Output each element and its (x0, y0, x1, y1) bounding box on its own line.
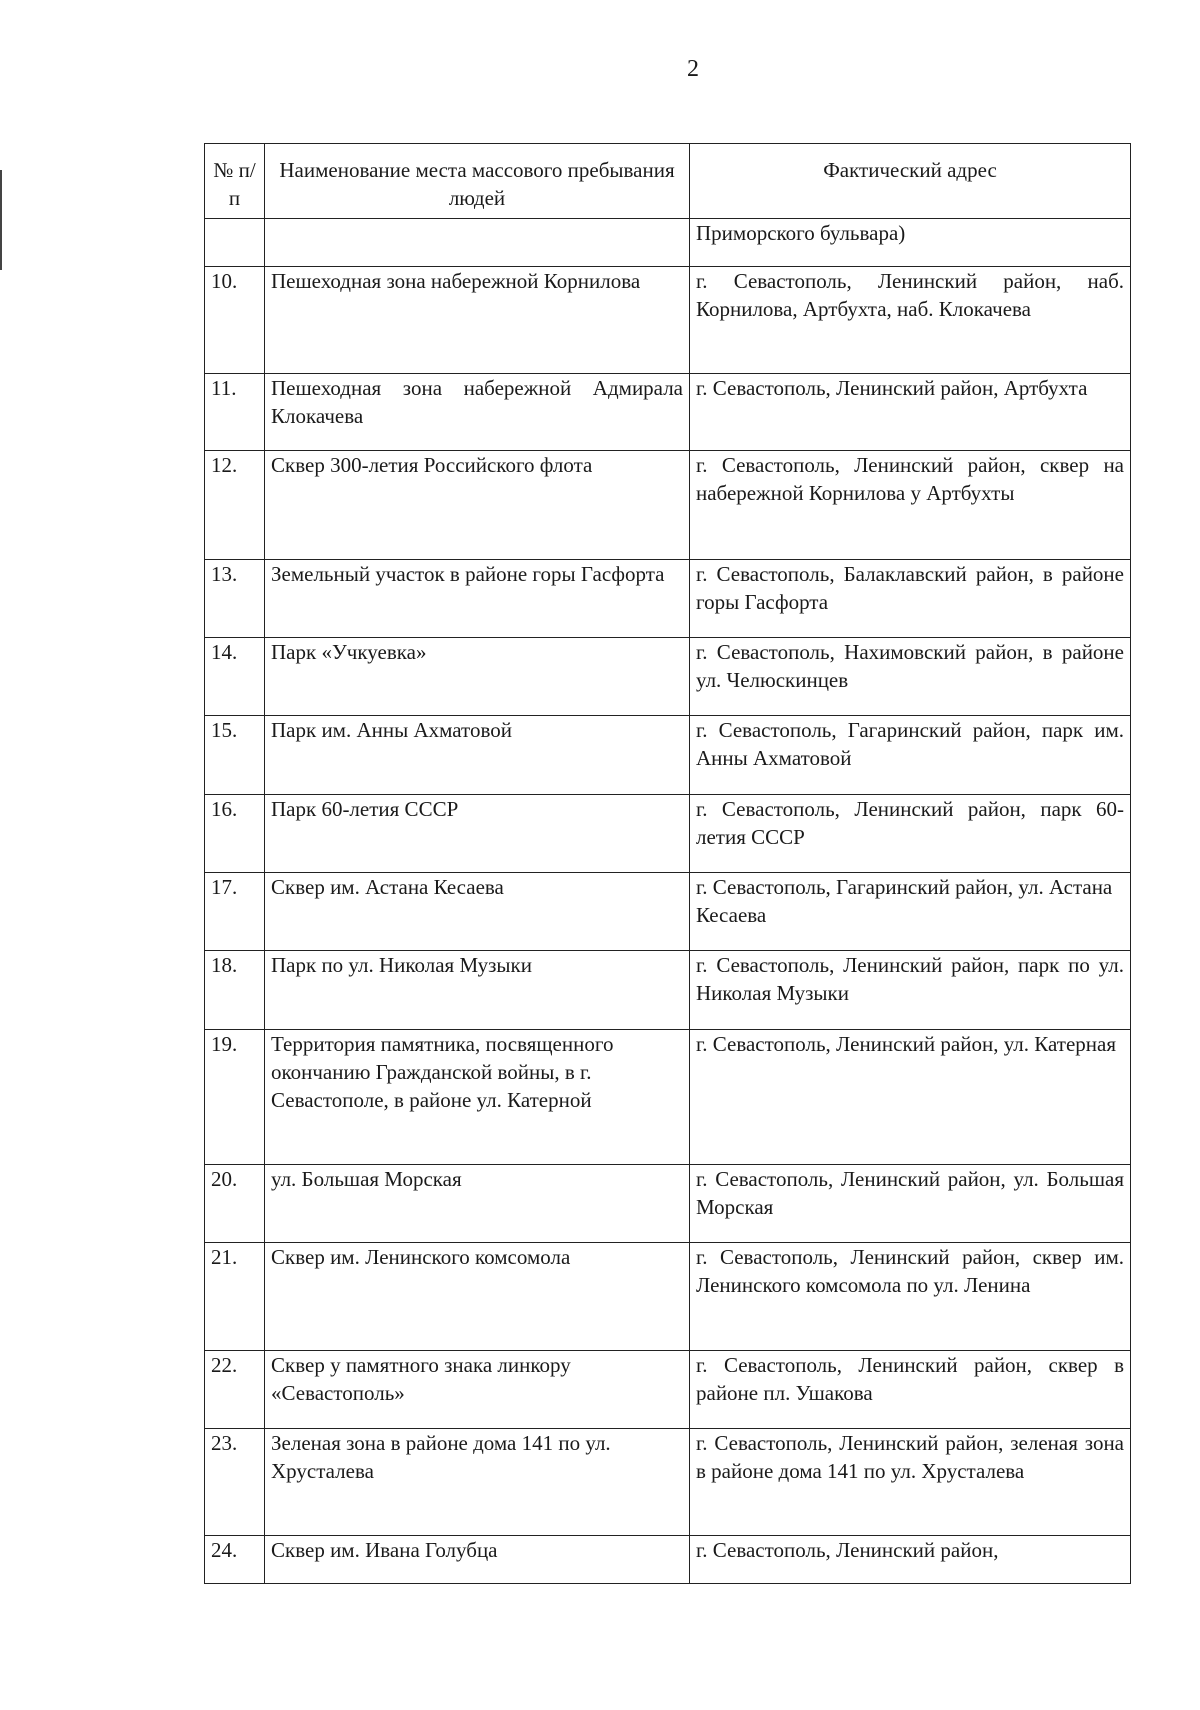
scan-edge-mark (0, 170, 2, 270)
row-name: Парк по ул. Николая Музыки (265, 951, 690, 1030)
row-address: г. Севастополь, Ленинский район, сквер на набережной Корнилова у Артбухты (690, 451, 1131, 560)
table-row (205, 1030, 1131, 1165)
table-row (205, 951, 1131, 1030)
row-name: Территория памятника, посвященного окончанию Гражданской войны, в г. Севастополе, в районе ул. Катерной (265, 1030, 690, 1165)
row-address: г. Севастополь, Гагаринский район, парк им. Анны Ахматовой (690, 716, 1131, 795)
row-name: Сквер им. Астана Кесаева (265, 873, 690, 951)
row-name (265, 219, 690, 267)
row-num: 21. (205, 1243, 265, 1351)
header-name: Наименование места массового пребывания людей (265, 144, 690, 219)
row-num: 15. (205, 716, 265, 795)
row-num: 11. (205, 374, 265, 451)
table-row (205, 795, 1131, 873)
row-address: г. Севастополь, Ленинский район, сквер им. Ленинского комсомола по ул. Ленина (690, 1243, 1131, 1351)
row-num: 14. (205, 638, 265, 716)
table-row (205, 560, 1131, 638)
table-row (205, 1536, 1131, 1584)
table-row (205, 1429, 1131, 1536)
row-name: ул. Большая Морская (265, 1165, 690, 1243)
table-row (205, 1165, 1131, 1243)
page-number: 2 (687, 56, 699, 82)
row-address: г. Севастополь, Ленинский район, зеленая зона в районе дома 141 по ул. Хрусталева (690, 1429, 1131, 1536)
table-row (205, 716, 1131, 795)
row-address: г. Севастополь, Ленинский район, наб. Корнилова, Артбухта, наб. Клокачева (690, 267, 1131, 374)
row-num: 16. (205, 795, 265, 873)
row-name: Парк им. Анны Ахматовой (265, 716, 690, 795)
row-num (205, 219, 265, 267)
row-name: Сквер 300-летия Российского флота (265, 451, 690, 560)
row-name: Сквер у памятного знака линкору «Севастополь» (265, 1351, 690, 1429)
row-num: 17. (205, 873, 265, 951)
row-name: Пешеходная зона набережной Корнилова (265, 267, 690, 374)
table-row-continuation (205, 219, 1131, 267)
table-row (205, 374, 1131, 451)
header-address: Фактический адрес (690, 144, 1131, 219)
row-num: 24. (205, 1536, 265, 1584)
row-name: Зеленая зона в районе дома 141 по ул. Хрусталева (265, 1429, 690, 1536)
row-num: 23. (205, 1429, 265, 1536)
header-num: № п/п (205, 144, 265, 219)
row-name: Сквер им. Ивана Голубца (265, 1536, 690, 1584)
row-num: 22. (205, 1351, 265, 1429)
row-address: г. Севастополь, Ленинский район, ул. Большая Морская (690, 1165, 1131, 1243)
table-row (205, 1243, 1131, 1351)
table-row (205, 873, 1131, 951)
table-row (205, 638, 1131, 716)
places-table (204, 143, 1131, 1584)
row-num: 13. (205, 560, 265, 638)
row-num: 20. (205, 1165, 265, 1243)
row-address: г. Севастополь, Ленинский район, ул. Катерная (690, 1030, 1131, 1165)
table-header-row (205, 144, 1131, 219)
row-address: г. Севастополь, Нахимовский район, в районе ул. Челюскинцев (690, 638, 1131, 716)
row-address: г. Севастополь, Гагаринский район, ул. Астана Кесаева (690, 873, 1131, 951)
table-row (205, 267, 1131, 374)
row-name: Земельный участок в районе горы Гасфорта (265, 560, 690, 638)
row-address: г. Севастополь, Ленинский район, парк 60-летия СССР (690, 795, 1131, 873)
row-num: 19. (205, 1030, 265, 1165)
row-address: Приморского бульвара) (690, 219, 1131, 267)
row-address: г. Севастополь, Ленинский район, парк по ул. Николая Музыки (690, 951, 1131, 1030)
table-row (205, 451, 1131, 560)
table-row (205, 1351, 1131, 1429)
row-num: 12. (205, 451, 265, 560)
row-name: Парк 60-летия СССР (265, 795, 690, 873)
row-address: г. Севастополь, Ленинский район, Артбухта (690, 374, 1131, 451)
row-num: 18. (205, 951, 265, 1030)
row-address: г. Севастополь, Ленинский район, сквер в районе пл. Ушакова (690, 1351, 1131, 1429)
row-name: Парк «Учкуевка» (265, 638, 690, 716)
row-address: г. Севастополь, Ленинский район, (690, 1536, 1131, 1584)
row-address: г. Севастополь, Балаклавский район, в районе горы Гасфорта (690, 560, 1131, 638)
row-name: Сквер им. Ленинского комсомола (265, 1243, 690, 1351)
row-name: Пешеходная зона набережной Адмирала Клокачева (265, 374, 690, 451)
row-num: 10. (205, 267, 265, 374)
